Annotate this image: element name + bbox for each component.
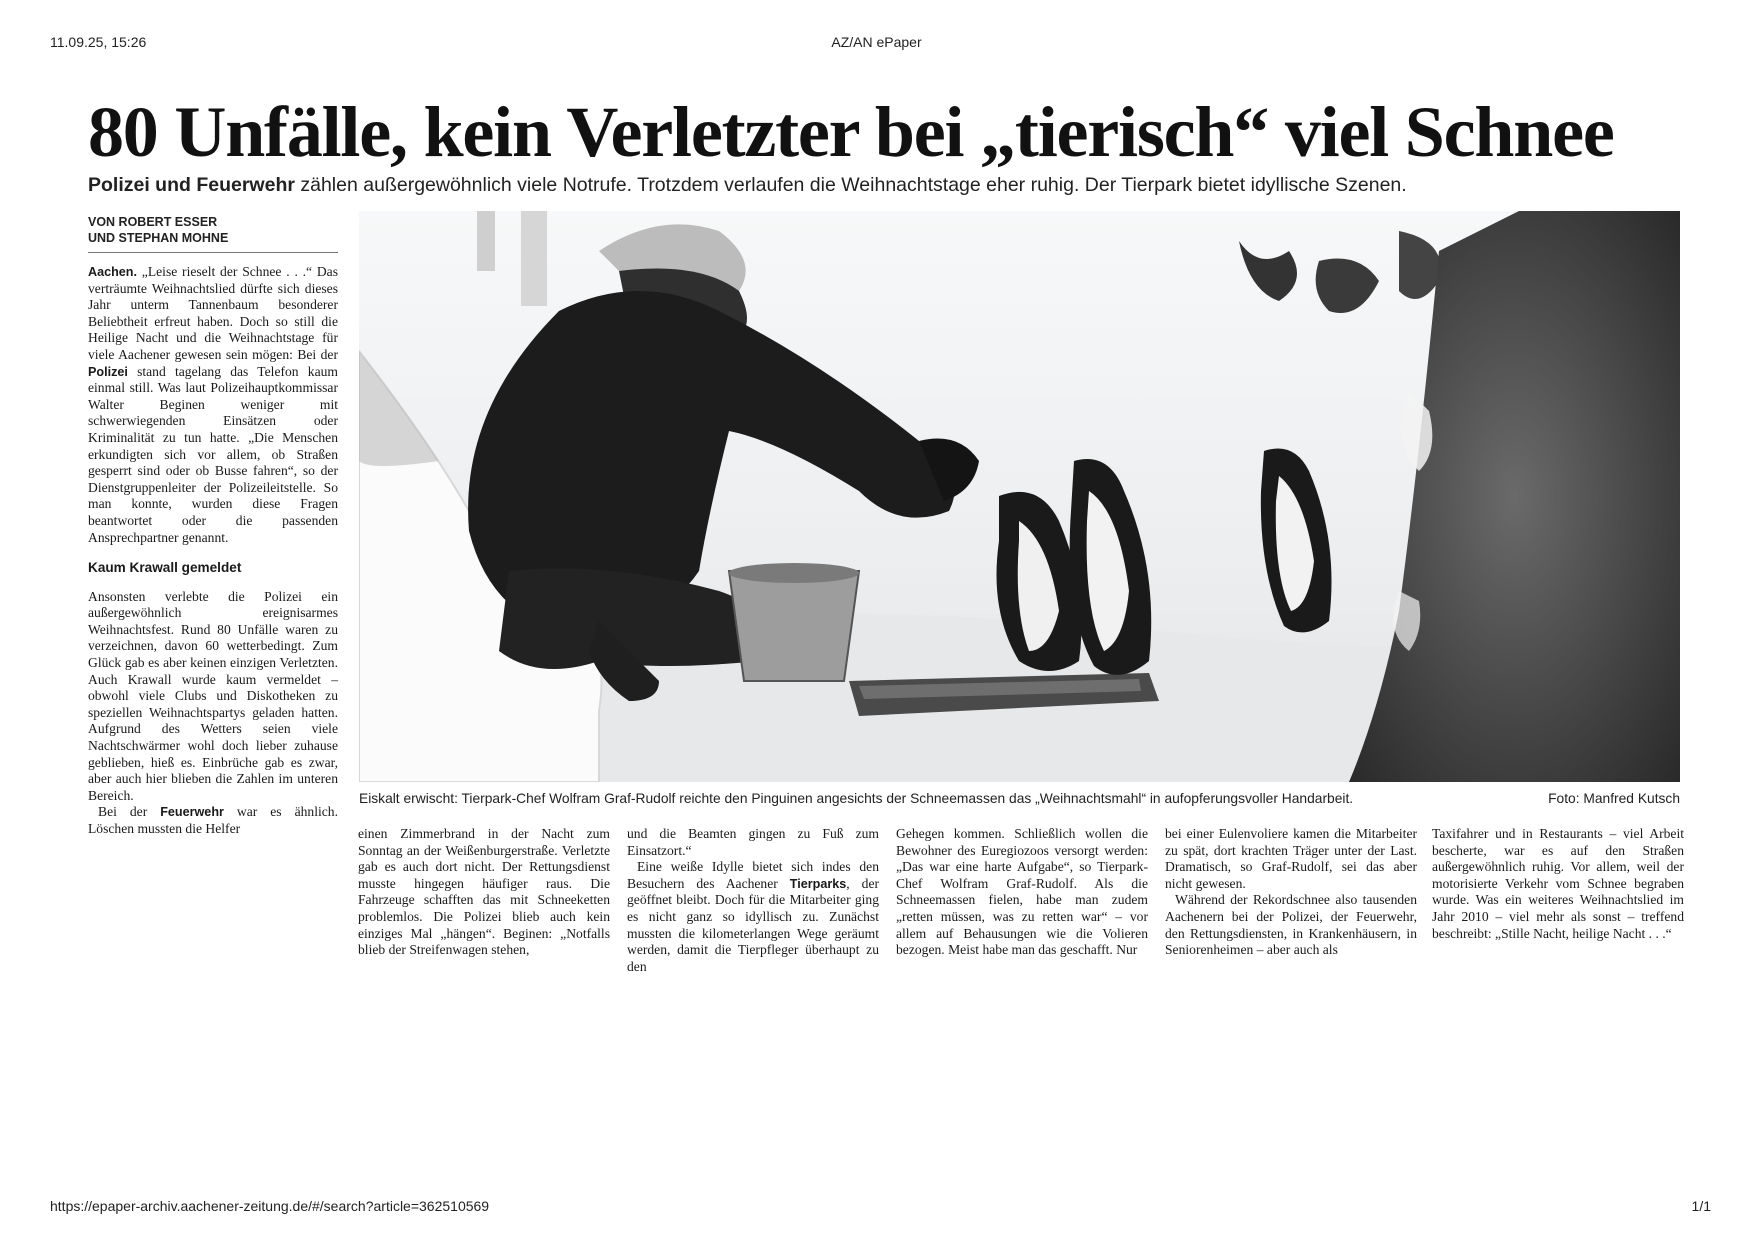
byline-author-1: VON ROBERT ESSER	[88, 215, 218, 229]
article-column-1	[88, 264, 338, 838]
article-subhead: Kaum Krawall gemeldet	[88, 560, 242, 576]
print-date: 11.09.25, 15:26	[50, 34, 147, 50]
article-headline: 80 Unfälle, kein Verletzter bei „tierisch“ viel Schnee	[88, 92, 1614, 172]
article-column-3: und die Beamten gingen zu Fuß zum Einsatzort.“ Eine weiße Idylle bietet sich indes den Besuchern des Aachener Tierparks, der geöffnet bleibt. Doch für die Mitarbeiter ging es nicht ganz so idyllisch zu. Zunächst mussten die kilometerlangen Wege geräumt werden, damit die Tierpfleger überhaupt zu den	[627, 826, 880, 974]
article-photo-penguins	[359, 211, 1680, 782]
paragraph-3: Bei der Feuerwehr war es ähnlich. Löschen mussten die Helfer	[88, 804, 338, 836]
paragraph-2: Ansonsten verlebte die Polizei ein außergewöhnlich ereignisarmes Weihnachtsfest. Rund 80 Unfälle waren zu verzeichnen, davon 60 wetterbedingt. Zum Glück gab es aber keinen einzigen Verletzten. Auch Krawall wurde kaum vermeldet – obwohl viele Clubs und Diskotheken zu speziellen Weihnachtspartys geladen hatten. Aufgrund des Wetters seien viele Nachtschwärmer wohl doch lieber zuhause geblieben, hieß es. Einbrüche gab es zwar, aber auch hier blieben die Zahlen im unteren Bereich.	[88, 588, 338, 803]
byline-author-2: UND STEPHAN MOHNE	[88, 231, 229, 245]
paragraph-intro: Aachen. „Leise rieselt der Schnee . . .“ Das verträumte Weihnachtslied dürfte sich dieses Jahr unterm Tannenbaum besonderer Beliebtheit erfreut haben. Doch so still die Heilige Nacht und die Weihnachtstage für viele Aachener gewesen sein mögen: Bei der Polizei stand tagelang das Telefon kaum einmal still. Was laut Polizeihauptkommissar Walter Beginen weniger mit schwerwiegenden Einsätzen oder Kriminalität zu tun hatte. „Die Menschen erkundigten sich vor allem, ob Straßen gesperrt sind oder ob Busse fahren“, so der Dienstgruppenleiter der Polizeileitstelle. So man konnte, wurden diese Fragen beantwortet oder die passenden Ansprechpartner genannt.	[88, 264, 338, 545]
print-page-title: AZ/AN ePaper	[831, 34, 922, 50]
article-byline	[88, 214, 338, 253]
photo-caption	[359, 791, 1680, 806]
dateline: Aachen.	[88, 265, 137, 279]
article-column-5: bei einer Eulenvoliere kamen die Mitarbeiter zu spät, dort krachten Träger unter der Last. Dramatisch, so Graf-Rudolf, sei das aber nicht gewesen. Während der Rekordschnee also tausenden Aachenern bei der Polizei, der Feuerwehr, den Rettungsdiensten, in Krankenhäusern, in Seniorenheimen – aber auch als	[1165, 826, 1417, 958]
article-column-4: Gehegen kommen. Schließlich wollen die Bewohner des Euregiozoos versorgt werden: „Das war eine harte Aufgabe“, so Tierpark-Chef Wolfram Graf-Rudolf. Als die Schneemassen fielen, habe man zudem „retten müssen, was zu retten war“ – vor allem auf Behausungen wie die Volieren bezogen. Meist habe man das geschafft. Nur	[896, 826, 1148, 958]
caption-text: Eiskalt erwischt: Tierpark-Chef Wolfram Graf-Rudolf reichte den Pinguinen angesichts der Schneemassen das „Weihnachtsmahl“ in aufopferungsvoller Handarbeit.	[359, 791, 1354, 806]
subline-bold: Polizei und Feuerwehr	[88, 174, 295, 196]
article-column-6: Taxifahrer und in Restaurants – viel Arbeit bescherte, war es auf den Straßen außergewöhnlich ruhig. Vor allem, weil der motorisierte Verkehr vom Schnee begraben wurde. Was ein weiteres Weihnachtslied im Jahr 2010 – viel mehr als sonst – treffend beschreibt: „Stille Nacht, heilige Nacht . . .“	[1432, 826, 1684, 941]
print-page-number: 1/1	[1691, 1198, 1711, 1214]
article-subline	[88, 174, 1688, 197]
penguin-feeding-image	[359, 211, 1680, 782]
subline-text: zählen außergewöhnlich viele Notrufe. Trotzdem verlaufen die Weihnachtstage eher ruhig. Der Tierpark bietet idyllische Szenen.	[294, 174, 1407, 196]
photo-credit: Foto: Manfred Kutsch	[1548, 791, 1680, 806]
print-url: https://epaper-archiv.aachener-zeitung.de/#/search?article=362510569	[50, 1198, 490, 1214]
article-column-2: einen Zimmerbrand in der Nacht zum Sonntag an der Weißenburgerstraße. Verletzte gab es auch dort nicht. Der Rettungsdienst musste hingegen häufiger raus. Die Fahrzeuge schafften das mit Schneeketten problemlos. Die Polizei blieb auch kein einziges Mal „hängen“. Beginen: „Notfalls blieb der Streifenwagen stehen,	[358, 826, 610, 958]
